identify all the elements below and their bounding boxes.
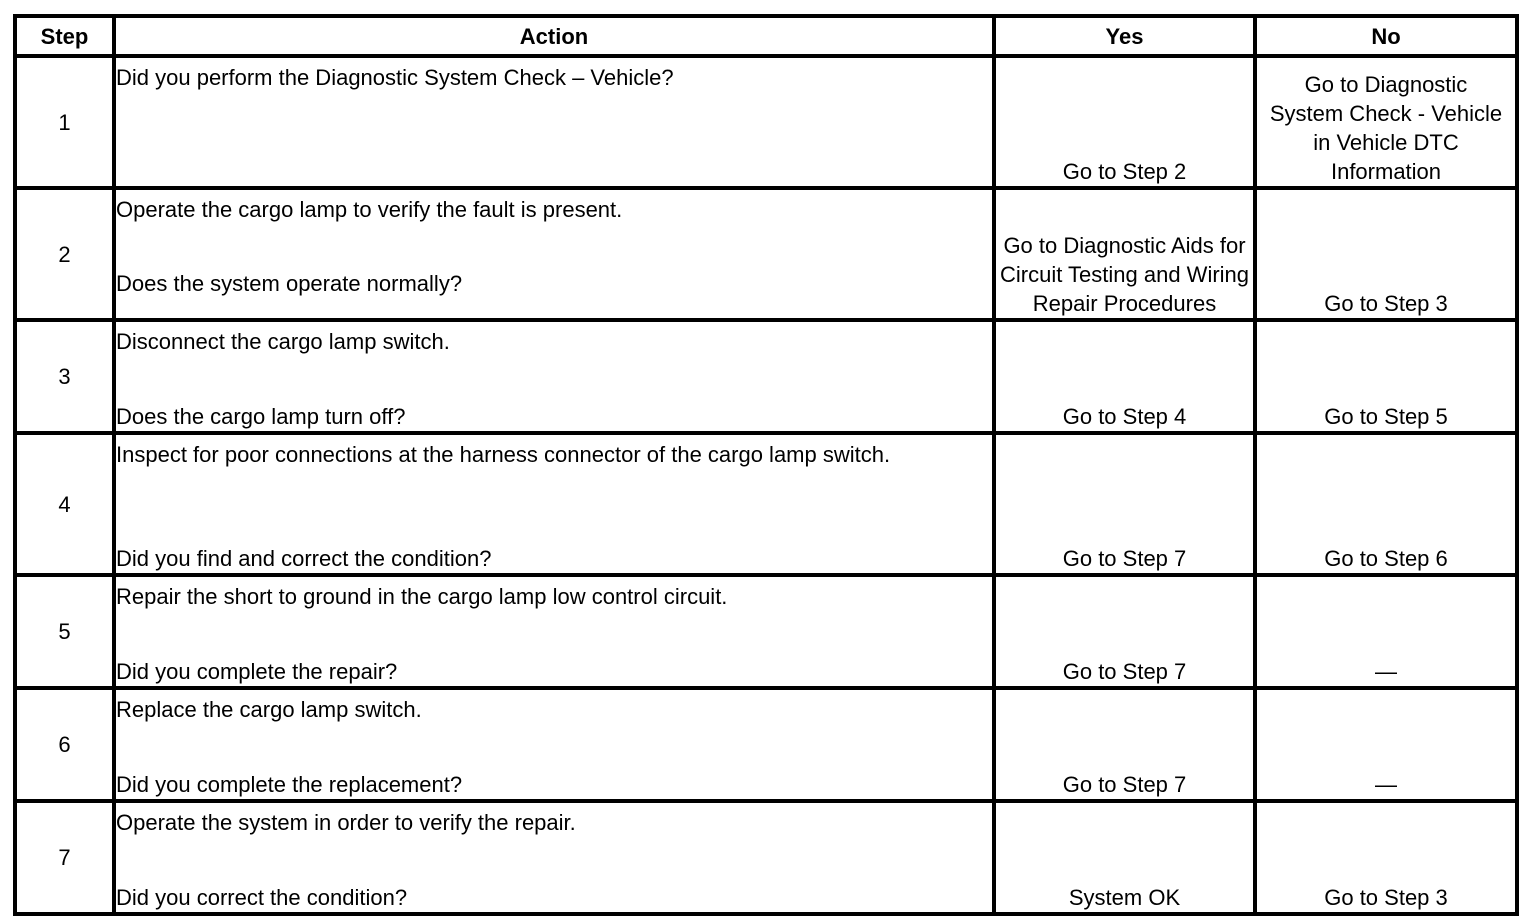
table-row [15,320,1517,433]
action-cell [114,320,994,433]
action-cell [114,56,994,188]
no-cell [1255,320,1517,433]
action-text: Repair the short to ground in the cargo lamp low control circuit. [116,584,728,609]
no-text: Go to Step 6 [1324,546,1448,571]
header-step: Step [15,16,114,56]
action-text: Operate the system in order to verify the repair. [116,810,576,835]
action-question: Does the system operate normally? [116,271,463,296]
action-cell [114,688,994,801]
no-cell [1255,433,1517,575]
no-text: — [1375,772,1397,797]
yes-cell [994,433,1255,575]
action-cell [114,188,994,320]
action-text: Disconnect the cargo lamp switch. [116,329,450,354]
action-cell [114,801,994,914]
yes-text: Go to Diagnostic Aids for Circuit Testing and Wiring Repair Procedures [999,233,1250,316]
yes-cell [994,575,1255,688]
yes-cell [994,688,1255,801]
no-cell [1255,56,1517,188]
yes-text: Go to Step 7 [1062,659,1187,684]
yes-text: Go to Step 7 [1062,546,1187,571]
step-number: 5 [15,575,114,688]
yes-cell [994,801,1255,914]
no-cell [1255,801,1517,914]
yes-cell [994,188,1255,320]
no-text: Go to Step 5 [1324,404,1448,429]
action-text: Inspect for poor connections at the harness connector of the cargo lamp switch. [116,442,891,467]
step-number: 1 [15,56,114,188]
table-row [15,801,1517,914]
table-row [15,575,1517,688]
no-cell [1255,575,1517,688]
action-cell [114,575,994,688]
step-number: 3 [15,320,114,433]
action-text: Did you perform the Diagnostic System Check – Vehicle? [116,65,674,90]
header-action: Action [114,16,994,56]
no-text: Go to Step 3 [1324,885,1448,910]
no-text: Go to Step 3 [1324,291,1448,316]
yes-text: Go to Step 2 [1062,159,1187,184]
yes-text: Go to Step 4 [1062,404,1187,429]
step-number: 2 [15,188,114,320]
action-cell [114,433,994,575]
header-no: No [1255,16,1517,56]
table-row [15,688,1517,801]
action-question: Did you find and correct the condition? [116,546,492,571]
header-row [15,16,1517,56]
table-row [15,433,1517,575]
yes-cell [994,320,1255,433]
action-question: Did you complete the replacement? [116,772,463,797]
table-row [15,188,1517,320]
no-text: Go to Diagnostic System Check - Vehicle in Vehicle DTC Information [1269,72,1503,184]
step-number: 6 [15,688,114,801]
step-number: 4 [15,433,114,575]
yes-cell [994,56,1255,188]
no-text: — [1375,659,1397,684]
action-question: Did you complete the repair? [116,659,398,684]
action-text: Operate the cargo lamp to verify the fault is present. [116,197,623,222]
no-cell [1255,188,1517,320]
diagnostic-table [13,14,1519,916]
yes-text: Go to Step 7 [1062,772,1187,797]
table-row [15,56,1517,188]
action-question: Does the cargo lamp turn off? [116,404,406,429]
action-text: Replace the cargo lamp switch. [116,697,422,722]
yes-text: System OK [1068,885,1181,910]
step-number: 7 [15,801,114,914]
header-yes: Yes [994,16,1255,56]
action-question: Did you correct the condition? [116,885,408,910]
no-cell [1255,688,1517,801]
